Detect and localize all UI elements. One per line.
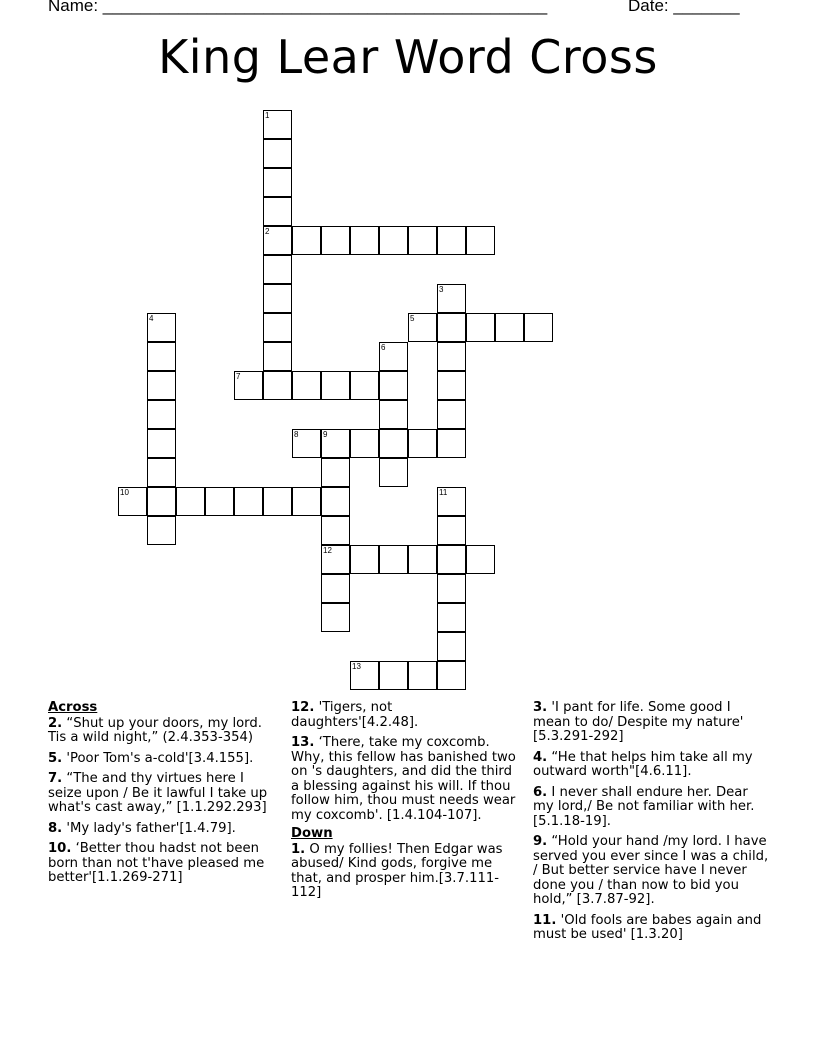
clue-number-label: 13. [291, 735, 315, 750]
clue-text: 'Old fools are babes again and must be used' [1.3.20] [533, 912, 762, 942]
grid-cell[interactable] [263, 342, 292, 371]
clue-item [291, 843, 521, 901]
grid-cell[interactable] [118, 487, 147, 516]
clue-text: “He that helps him take all my outward worth"[4.6.11]. [533, 749, 753, 779]
grid-cell[interactable] [350, 661, 379, 690]
grid-cell[interactable] [147, 371, 176, 400]
clue-number: 9 [323, 430, 328, 439]
grid-cell[interactable] [437, 487, 466, 516]
clue-item [533, 835, 771, 908]
clue-number: 2 [265, 227, 270, 236]
across-heading: Across [48, 700, 98, 715]
clue-number-label: 3. [533, 700, 548, 715]
clue-text: “The and thy virtues here I seize upon / Be it lawful I take up what's cast away,” [1.1.292.293] [48, 771, 268, 815]
grid-cell[interactable] [379, 545, 408, 574]
grid-cell[interactable] [263, 487, 292, 516]
grid-cell[interactable] [379, 342, 408, 371]
name-field-label: Name: _______________________________________________ [48, 0, 548, 15]
clue-item [48, 842, 276, 886]
clue-text: 'My lady's father'[1.4.79]. [62, 820, 236, 836]
grid-cell[interactable] [263, 255, 292, 284]
clue-number: 1 [265, 111, 270, 120]
grid-cell[interactable] [408, 661, 437, 690]
clue-text: 'Tigers, not daughters'[4.2.48]. [291, 700, 419, 730]
grid-cell[interactable] [437, 516, 466, 545]
clue-number-label: 2. [48, 715, 63, 731]
clue-number-label: 12. [291, 700, 315, 715]
clue-number-label: 6. [533, 784, 548, 800]
clue-text: 'I pant for life. Some good I mean to do/ Despite my nature' [5.3.291-292] [533, 700, 744, 744]
grid-cell[interactable] [408, 226, 437, 255]
clue-number: 5 [410, 314, 415, 323]
grid-cell[interactable] [321, 371, 350, 400]
grid-cell[interactable] [437, 632, 466, 661]
grid-cell[interactable] [437, 661, 466, 690]
grid-cell[interactable] [379, 400, 408, 429]
grid-cell[interactable] [292, 226, 321, 255]
grid-cell[interactable] [147, 487, 176, 516]
clue-item [533, 914, 771, 943]
clue-number: 6 [381, 343, 386, 352]
clue-item [533, 701, 771, 745]
grid-cell[interactable] [524, 313, 553, 342]
grid-cell[interactable] [466, 226, 495, 255]
grid-cell[interactable] [495, 313, 524, 342]
clue-item [48, 822, 276, 837]
clue-item [48, 752, 276, 767]
grid-cell[interactable] [263, 284, 292, 313]
clue-item [533, 751, 771, 780]
grid-cell[interactable] [147, 429, 176, 458]
down-clue-list-continued [533, 701, 771, 943]
grid-cell[interactable] [466, 545, 495, 574]
clues-column-1 [48, 701, 276, 892]
clue-item [533, 786, 771, 830]
clue-number-label: 8. [48, 820, 63, 836]
clues-column-3 [533, 701, 771, 949]
grid-cell[interactable] [350, 371, 379, 400]
grid-cell[interactable] [437, 574, 466, 603]
grid-cell[interactable] [350, 429, 379, 458]
grid-cell[interactable] [437, 371, 466, 400]
clue-number: 11 [439, 488, 448, 497]
page-title: King Lear Word Cross [158, 30, 658, 84]
grid-cell[interactable] [321, 545, 350, 574]
grid-cell[interactable] [437, 429, 466, 458]
grid-cell[interactable] [263, 168, 292, 197]
grid-cell[interactable] [321, 574, 350, 603]
grid-cell[interactable] [147, 342, 176, 371]
grid-cell[interactable] [263, 197, 292, 226]
grid-cell[interactable] [263, 226, 292, 255]
date-field-label: Date: _______ [628, 0, 740, 15]
grid-cell[interactable] [379, 371, 408, 400]
grid-cell[interactable] [437, 400, 466, 429]
clue-number-label: 10. [48, 841, 72, 856]
clue-item [291, 701, 521, 730]
grid-cell[interactable] [437, 284, 466, 313]
clue-text: ‘Better thou hadst not been born than not t'have pleased me better'[1.1.269-271] [48, 841, 265, 885]
grid-cell[interactable] [379, 429, 408, 458]
grid-cell[interactable] [437, 313, 466, 342]
clue-number: 10 [120, 488, 129, 497]
grid-cell[interactable] [350, 226, 379, 255]
clue-text: I never shall endure her. Dear my lord,/ Be not familiar with her. [5.1.18-19]. [533, 784, 755, 829]
grid-cell[interactable] [176, 487, 205, 516]
grid-cell[interactable] [408, 429, 437, 458]
clue-text: 'Poor Tom's a-cold'[3.4.155]. [62, 750, 254, 766]
down-heading: Down [291, 826, 333, 841]
grid-cell[interactable] [263, 313, 292, 342]
clues-column-2 [291, 701, 521, 907]
clue-number: 13 [352, 662, 361, 671]
clue-number: 7 [236, 372, 241, 381]
clue-number-label: 7. [48, 771, 63, 786]
clue-number: 8 [294, 430, 299, 439]
grid-cell[interactable] [321, 487, 350, 516]
clue-text: “Shut up your doors, my lord. Tis a wild night,” (2.4.353-354) [48, 715, 262, 745]
grid-cell[interactable] [437, 226, 466, 255]
grid-cell[interactable] [147, 458, 176, 487]
grid-cell[interactable] [321, 603, 350, 632]
grid-cell[interactable] [466, 313, 495, 342]
grid-cell[interactable] [408, 545, 437, 574]
grid-cell[interactable] [292, 371, 321, 400]
clue-number: 4 [149, 314, 154, 323]
across-clue-list [48, 717, 276, 886]
grid-cell[interactable] [408, 313, 437, 342]
grid-cell[interactable] [437, 342, 466, 371]
clue-number: 3 [439, 285, 444, 294]
grid-cell[interactable] [350, 545, 379, 574]
grid-cell[interactable] [321, 458, 350, 487]
grid-cell[interactable] [263, 110, 292, 139]
grid-cell[interactable] [437, 545, 466, 574]
clue-number: 12 [323, 546, 332, 555]
grid-cell[interactable] [234, 487, 263, 516]
grid-cell[interactable] [379, 661, 408, 690]
grid-cell[interactable] [379, 226, 408, 255]
grid-cell[interactable] [292, 487, 321, 516]
clue-number-label: 1. [291, 841, 306, 857]
clue-item [48, 717, 276, 746]
clue-text: “Hold your hand /my lord. I have served you ever since I was a child, / But better service have I never done you / than now to bid you hold,” [3.7.87-92]. [533, 834, 769, 907]
grid-cell[interactable] [147, 313, 176, 342]
clue-number-label: 4. [533, 749, 548, 765]
clue-number-label: 5. [48, 750, 63, 766]
grid-cell[interactable] [147, 400, 176, 429]
grid-cell[interactable] [379, 458, 408, 487]
clue-text: ‘There, take my coxcomb. Why, this fellow has banished two on 's daughters, and did the third a blessing against his will. If thou follow him, thou must needs wear my coxcomb'. [1.4.104-107]. [291, 735, 516, 823]
grid-cell[interactable] [263, 371, 292, 400]
grid-cell[interactable] [292, 429, 321, 458]
grid-cell[interactable] [234, 371, 263, 400]
across-clue-list-continued [291, 701, 521, 823]
grid-cell[interactable] [205, 487, 234, 516]
grid-cell[interactable] [321, 516, 350, 545]
grid-cell[interactable] [263, 139, 292, 168]
clue-item [48, 772, 276, 816]
down-clue-list [291, 843, 521, 901]
grid-cell[interactable] [321, 226, 350, 255]
clue-number-label: 11. [533, 912, 557, 928]
grid-cell[interactable] [147, 516, 176, 545]
clue-item [291, 736, 521, 823]
grid-cell[interactable] [437, 603, 466, 632]
clue-number-label: 9. [533, 834, 548, 849]
grid-cell[interactable] [321, 429, 350, 458]
clue-text: O my follies! Then Edgar was abused/ Kind gods, forgive me that, and prosper him.[3.7.111-112] [291, 841, 503, 900]
